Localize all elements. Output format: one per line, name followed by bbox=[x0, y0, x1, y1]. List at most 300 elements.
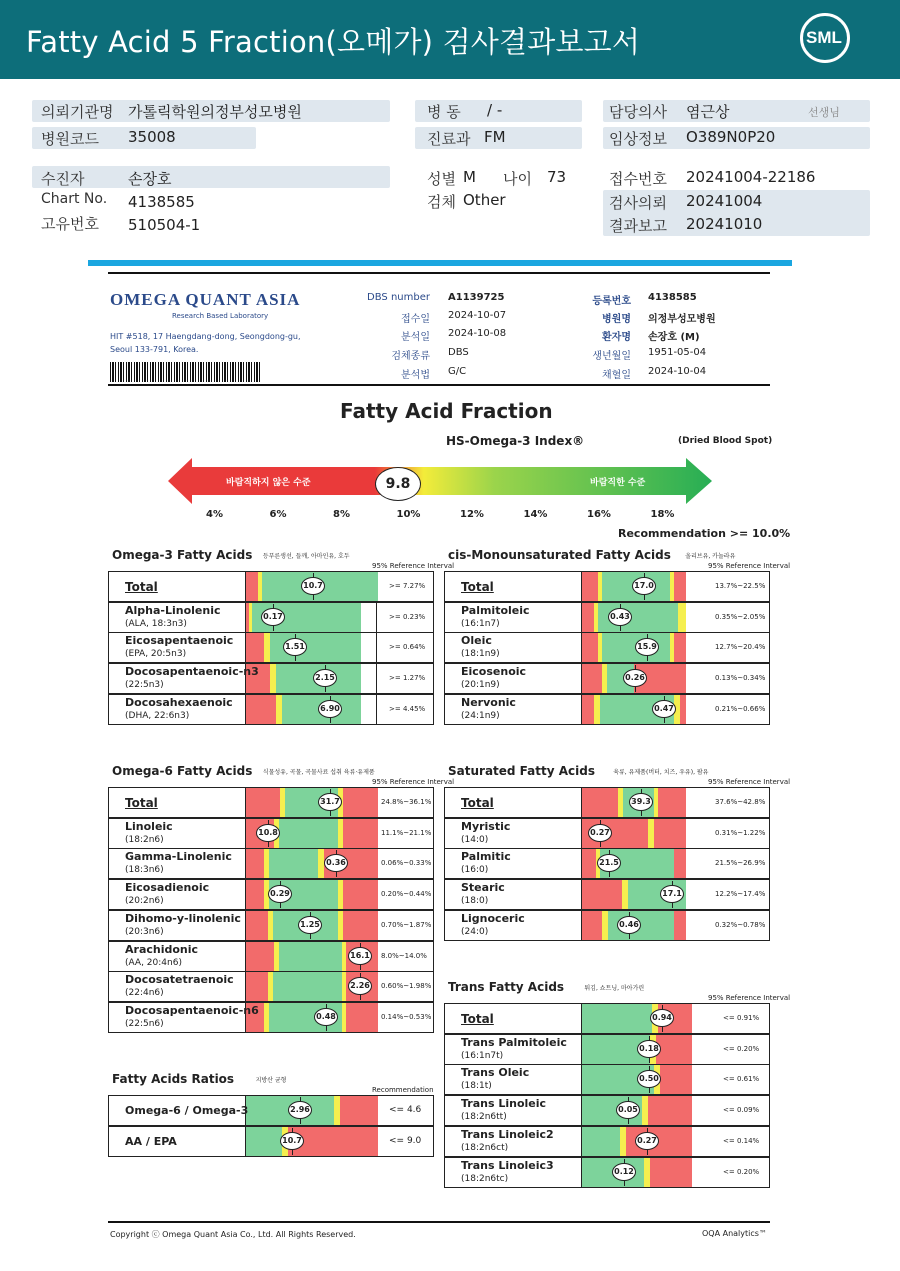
clin-label: 임상정보 bbox=[609, 130, 667, 148]
range-bar bbox=[581, 849, 685, 878]
value-marker: 0.05 bbox=[616, 1101, 640, 1119]
lab-address-1: HIT #518, 17 Haengdang-dong, Seongdong-gu, bbox=[110, 332, 301, 341]
value-marker: 0.17 bbox=[261, 608, 285, 626]
index-tick: 18% bbox=[650, 509, 675, 520]
spec-label: 검체 bbox=[427, 193, 456, 211]
range-segment bbox=[658, 788, 686, 817]
omega6-row bbox=[108, 879, 434, 910]
lab-name: OMEGA QUANT ASIA bbox=[110, 290, 301, 309]
index-tick: 6% bbox=[269, 509, 287, 520]
reference-range: 0.21%~0.66% bbox=[715, 704, 766, 713]
value-marker: 0.43 bbox=[608, 608, 632, 626]
range-segment bbox=[582, 1004, 652, 1033]
omega3-row bbox=[108, 571, 434, 602]
sfa-row bbox=[444, 848, 770, 879]
range-bar bbox=[581, 819, 685, 848]
value-marker: 0.12 bbox=[612, 1163, 636, 1181]
reference-range: <= 4.6 bbox=[389, 1105, 422, 1115]
range-bar bbox=[581, 911, 685, 940]
value-marker: 21.5 bbox=[597, 854, 621, 872]
range-segment bbox=[246, 633, 264, 662]
stype-value: DBS bbox=[448, 347, 469, 358]
mufa-subtitle: 올리브유, 카놀라유 bbox=[685, 553, 736, 560]
trans-row bbox=[444, 1003, 770, 1034]
row-name: Trans Linoleic2 bbox=[461, 1127, 554, 1141]
range-segment bbox=[246, 911, 268, 940]
range-bar bbox=[245, 880, 377, 909]
reference-range: 12.2%~17.4% bbox=[715, 890, 766, 899]
omega3-row bbox=[108, 663, 434, 694]
reference-range: 0.06%~0.33% bbox=[381, 859, 432, 868]
sml-logo-text: SML bbox=[806, 28, 842, 47]
reference-range: 24.8%~36.1% bbox=[381, 798, 432, 806]
stype-label: 검체종류 bbox=[391, 351, 430, 362]
row-sub: (24:0) bbox=[461, 926, 489, 937]
dbs-label: DBS number bbox=[367, 292, 430, 303]
ana-label: 분석일 bbox=[401, 332, 430, 343]
trans-row bbox=[444, 1095, 770, 1126]
value-marker: 17.1 bbox=[660, 885, 684, 903]
row-sub: (EPA, 20:5n3) bbox=[125, 649, 187, 660]
range-bar bbox=[245, 788, 377, 817]
range-segment bbox=[678, 603, 686, 632]
range-bar bbox=[581, 695, 685, 724]
range-segment bbox=[650, 1158, 692, 1187]
reference-range: 8.0%~14.0% bbox=[381, 951, 427, 960]
omega6-title: Omega-6 Fatty Acids bbox=[112, 764, 253, 778]
row-name: Palmitoleic bbox=[461, 603, 530, 617]
range-segment bbox=[246, 880, 264, 909]
range-segment bbox=[246, 849, 264, 878]
reference-range: <= 0.20% bbox=[723, 1167, 760, 1176]
index-tick: 12% bbox=[460, 509, 484, 520]
range-segment bbox=[343, 819, 378, 848]
range-segment bbox=[269, 849, 318, 878]
pat-value: 손장호 (M) bbox=[648, 332, 700, 343]
row-sub: (18:1n9) bbox=[461, 649, 500, 660]
hosp-label: 병원명 bbox=[602, 314, 631, 325]
range-bar bbox=[581, 1096, 691, 1125]
omega3-subtitle: 등푸른생선, 들깨, 아마인유, 호두 bbox=[262, 553, 350, 560]
range-segment bbox=[582, 603, 594, 632]
index-title: HS-Omega-3 Index® bbox=[446, 434, 585, 448]
inst-label: 의뢰기관명 bbox=[41, 103, 114, 121]
range-bar bbox=[245, 972, 377, 1001]
omega6-row bbox=[108, 941, 434, 972]
row-sub: (24:1n9) bbox=[461, 710, 500, 721]
omega3-row bbox=[108, 694, 434, 725]
value-marker: 0.18 bbox=[637, 1040, 661, 1058]
omega3-row bbox=[108, 632, 434, 663]
index-note: (Dried Blood Spot) bbox=[678, 436, 773, 446]
range-segment bbox=[582, 572, 598, 601]
value-marker: 2.26 bbox=[348, 977, 372, 995]
dept-label: 진료과 bbox=[427, 130, 471, 148]
row-name: Eicosenoic bbox=[461, 665, 527, 679]
omega6-row bbox=[108, 910, 434, 941]
hosp-value: 의정부성모병원 bbox=[648, 314, 716, 325]
range-segment bbox=[582, 788, 618, 817]
range-bar bbox=[245, 664, 377, 693]
reference-range: >= 0.64% bbox=[389, 643, 426, 652]
row-name: Docosapentaenoic-n3 bbox=[125, 665, 259, 679]
range-bar bbox=[245, 1127, 377, 1156]
range-bar bbox=[245, 633, 377, 662]
value-marker: 0.94 bbox=[650, 1009, 674, 1027]
row-sub: (DHA, 22:6n3) bbox=[125, 710, 190, 721]
reg-value: 4138585 bbox=[648, 292, 697, 303]
req-label: 검사의뢰 bbox=[609, 194, 667, 212]
range-segment bbox=[279, 942, 342, 971]
range-segment bbox=[582, 695, 594, 724]
ana-value: 2024-10-08 bbox=[448, 328, 507, 339]
sfa-title: Saturated Fatty Acids bbox=[448, 764, 595, 778]
range-bar bbox=[581, 1127, 691, 1156]
dob-value: 1951-05-04 bbox=[648, 347, 707, 358]
index-tick: 8% bbox=[333, 509, 350, 520]
range-bar bbox=[581, 1004, 691, 1033]
trans-row bbox=[444, 1034, 770, 1065]
mufa-title: cis-Monounsaturated Fatty Acids bbox=[448, 548, 671, 562]
omega6-row bbox=[108, 787, 434, 818]
range-segment bbox=[648, 1096, 692, 1125]
omega6-row bbox=[108, 971, 434, 1002]
reference-range: 12.7%~20.4% bbox=[715, 643, 766, 652]
omega6-row bbox=[108, 848, 434, 879]
reference-range: 11.1%~21.1% bbox=[381, 828, 432, 837]
row-name: Total bbox=[125, 580, 158, 594]
meth-value: G/C bbox=[448, 366, 467, 377]
reference-range: 0.60%~1.98% bbox=[381, 982, 432, 991]
trans-row bbox=[444, 1064, 770, 1095]
omega3-row bbox=[108, 602, 434, 633]
range-segment bbox=[656, 1035, 692, 1064]
reference-range: 0.32%~0.78% bbox=[715, 920, 766, 929]
value-marker: 0.27 bbox=[635, 1132, 659, 1150]
range-bar bbox=[581, 880, 685, 909]
range-segment bbox=[361, 572, 378, 601]
reg-label: 등록번호 bbox=[592, 296, 631, 307]
footer-rule bbox=[108, 1221, 770, 1223]
lab-bottom-rule bbox=[108, 384, 770, 386]
code-label: 병원코드 bbox=[41, 130, 99, 148]
range-segment bbox=[246, 788, 280, 817]
reference-range: 0.20%~0.44% bbox=[381, 890, 432, 899]
row-name: Docosatetraenoic bbox=[125, 973, 234, 987]
dept-value: FM bbox=[484, 128, 506, 146]
ward-value: / - bbox=[487, 101, 503, 119]
recv-label: 접수번호 bbox=[609, 170, 667, 188]
index-recommendation: Recommendation >= 10.0% bbox=[618, 527, 791, 540]
row-name: Total bbox=[461, 1012, 494, 1026]
age-value: 73 bbox=[547, 168, 567, 186]
meth-label: 분석법 bbox=[401, 370, 430, 381]
spec-value: Other bbox=[463, 191, 506, 209]
range-segment bbox=[246, 972, 268, 1001]
row-sub: (18:2n6tt) bbox=[461, 1112, 507, 1123]
range-bar bbox=[581, 603, 685, 632]
row-sub: (16:1n7) bbox=[461, 618, 500, 629]
range-segment bbox=[582, 1127, 620, 1156]
range-bar bbox=[581, 572, 685, 601]
range-bar bbox=[581, 1035, 691, 1064]
index-tick: 4% bbox=[206, 509, 223, 520]
value-marker: 2.15 bbox=[313, 669, 337, 687]
value-marker: 15.9 bbox=[635, 638, 659, 656]
range-bar bbox=[245, 1096, 377, 1125]
value-marker: 39.3 bbox=[629, 793, 653, 811]
sfa-row bbox=[444, 787, 770, 818]
row-name: Trans Linoleic3 bbox=[461, 1158, 554, 1172]
range-segment bbox=[343, 911, 378, 940]
row-name: Total bbox=[125, 796, 158, 810]
sfa-row bbox=[444, 910, 770, 941]
row-name: Omega-6 / Omega-3 bbox=[125, 1104, 249, 1117]
range-bar bbox=[245, 1003, 377, 1032]
value-marker: 17.0 bbox=[632, 577, 656, 595]
range-segment bbox=[582, 849, 596, 878]
draw-value: 2024-10-04 bbox=[648, 366, 707, 377]
row-name: Trans Palmitoleic bbox=[461, 1035, 567, 1049]
uid-value: 510504-1 bbox=[128, 216, 201, 234]
value-marker: 0.36 bbox=[324, 854, 348, 872]
doc-value: 염근상 bbox=[686, 103, 730, 121]
value-marker: 0.29 bbox=[268, 885, 292, 903]
reference-range: <= 0.61% bbox=[723, 1075, 760, 1084]
row-sub: (20:1n9) bbox=[461, 680, 500, 691]
range-segment bbox=[246, 942, 274, 971]
value-marker: 1.51 bbox=[283, 638, 307, 656]
range-bar bbox=[581, 1065, 691, 1094]
reference-range: <= 0.09% bbox=[723, 1106, 760, 1115]
value-marker: 0.26 bbox=[623, 669, 647, 687]
row-name: Total bbox=[461, 580, 494, 594]
row-name: Myristic bbox=[461, 819, 511, 833]
range-bar bbox=[581, 1158, 691, 1187]
reference-range: 0.13%~0.34% bbox=[715, 674, 766, 683]
reference-range: <= 0.91% bbox=[723, 1014, 760, 1022]
row-name: Trans Oleic bbox=[461, 1066, 530, 1080]
patient-value: 손장호 bbox=[128, 170, 172, 188]
lab-subtitle: Research Based Laboratory bbox=[172, 312, 269, 320]
report-header bbox=[0, 0, 900, 79]
chart-label: Chart No. bbox=[41, 191, 108, 207]
range-bar bbox=[245, 603, 377, 632]
reference-range: 13.7%~22.5% bbox=[715, 582, 766, 590]
row-name: Arachidonic bbox=[125, 942, 199, 956]
reference-range: 0.70%~1.87% bbox=[381, 920, 432, 929]
range-segment bbox=[680, 695, 686, 724]
good-label: 바람직한 수준 bbox=[590, 478, 646, 488]
range-segment bbox=[246, 1127, 282, 1156]
range-segment bbox=[674, 849, 686, 878]
mufa-row bbox=[444, 694, 770, 725]
reference-range: >= 0.23% bbox=[389, 612, 426, 621]
footer-brand: OQA Analytics™ bbox=[702, 1229, 767, 1238]
value-marker: 16.1 bbox=[348, 947, 372, 965]
req-value: 20241004 bbox=[686, 192, 763, 210]
range-segment bbox=[654, 819, 686, 848]
index-tick: 10% bbox=[396, 509, 421, 520]
row-name: Lignoceric bbox=[461, 911, 525, 925]
pat-label: 환자명 bbox=[602, 332, 631, 343]
row-sub: (20:2n6) bbox=[125, 896, 164, 907]
value-marker: 0.47 bbox=[652, 700, 676, 718]
row-name: AA / EPA bbox=[125, 1134, 177, 1148]
sfa-ref-label: 95% Reference Interval bbox=[708, 778, 791, 786]
range-segment bbox=[246, 695, 276, 724]
ratios-row bbox=[108, 1095, 434, 1126]
row-sub: (22:4n6) bbox=[125, 988, 164, 999]
dob-label: 생년월일 bbox=[592, 351, 631, 362]
row-sub: (14:0) bbox=[461, 834, 489, 845]
section-divider bbox=[88, 260, 792, 266]
sml-logo bbox=[800, 13, 850, 63]
row-sub: (22:5n3) bbox=[125, 680, 164, 691]
row-name: Alpha-Linolenic bbox=[125, 603, 221, 617]
clin-value: O389N0P20 bbox=[686, 128, 776, 146]
row-sub: (18:2n6ct) bbox=[461, 1142, 509, 1153]
copyright: Copyright ⓒ Omega Quant Asia Co., Ltd. All Rights Reserved. bbox=[110, 1230, 356, 1239]
range-bar bbox=[245, 849, 377, 878]
row-name: Linoleic bbox=[125, 819, 173, 833]
omega6-row bbox=[108, 1002, 434, 1033]
row-sub: (18:2n6) bbox=[125, 834, 164, 845]
row-sub: (ALA, 18:3n3) bbox=[125, 618, 187, 629]
range-segment bbox=[660, 1065, 692, 1094]
row-name: Docosapentaenoic-n6 bbox=[125, 1003, 259, 1017]
value-marker: 0.50 bbox=[637, 1070, 661, 1088]
range-segment bbox=[674, 633, 686, 662]
mufa-row bbox=[444, 602, 770, 633]
report-title: Fatty Acid 5 Fraction(오메가) 검사결과보고서 bbox=[26, 25, 641, 59]
dbs-value: A1139725 bbox=[448, 292, 505, 303]
inst-value: 가톨릭학원의정부성모병원 bbox=[128, 103, 302, 121]
range-segment bbox=[279, 819, 338, 848]
reference-range: 0.14%~0.53% bbox=[381, 1012, 432, 1021]
omega6-subtitle: 식물성유, 곡물, 곡물사료 섭취 육류·유제품 bbox=[262, 769, 375, 776]
reference-range: 0.35%~2.05% bbox=[715, 612, 766, 621]
rcv-label: 접수일 bbox=[401, 314, 430, 325]
row-name: Eicosadienoic bbox=[125, 881, 210, 895]
bad-label: 바람직하지 않은 수준 bbox=[226, 478, 311, 488]
reference-range: 0.31%~1.22% bbox=[715, 828, 766, 837]
range-segment bbox=[582, 633, 598, 662]
row-sub: (20:3n6) bbox=[125, 926, 164, 937]
row-sub: (18:2n6tc) bbox=[461, 1173, 509, 1184]
value-marker: 0.48 bbox=[314, 1008, 338, 1026]
row-name: Oleic bbox=[461, 634, 492, 648]
lab-top-rule bbox=[108, 272, 770, 274]
value-marker: 10.7 bbox=[301, 577, 325, 595]
omega6-row bbox=[108, 818, 434, 849]
range-segment bbox=[346, 1003, 378, 1032]
range-segment bbox=[582, 880, 622, 909]
doc-suffix: 선생님 bbox=[808, 106, 840, 119]
index-tick: 16% bbox=[587, 509, 611, 520]
range-segment bbox=[246, 572, 258, 601]
index-tick: 14% bbox=[523, 509, 548, 520]
reference-range: <= 0.20% bbox=[723, 1044, 760, 1053]
trans-subtitle: 튀김, 쇼트닝, 마아가린 bbox=[584, 985, 645, 992]
range-bar bbox=[581, 664, 685, 693]
reference-range: <= 0.14% bbox=[723, 1136, 760, 1145]
ratios-title: Fatty Acids Ratios bbox=[112, 1072, 235, 1086]
value-marker: 10.8 bbox=[256, 824, 280, 842]
row-name: Trans Linoleic bbox=[461, 1097, 547, 1111]
ratios-ref-label: Recommendation bbox=[372, 1086, 434, 1094]
row-sub: (16:0) bbox=[461, 865, 489, 876]
recv-value: 20241004-22186 bbox=[686, 168, 816, 186]
sex-label: 성별 bbox=[427, 170, 456, 188]
row-name: Docosahexaenoic bbox=[125, 695, 233, 709]
row-name: Eicosapentaenoic bbox=[125, 634, 234, 648]
value-marker: 10.7 bbox=[280, 1132, 304, 1150]
mufa-ref-label: 95% Reference Interval bbox=[708, 562, 791, 570]
uid-label: 고유번호 bbox=[41, 215, 99, 233]
range-segment bbox=[343, 788, 378, 817]
range-segment bbox=[273, 972, 342, 1001]
sfa-subtitle: 육류, 유제품(버터, 치즈, 우유), 팜유 bbox=[613, 769, 709, 776]
range-segment bbox=[674, 911, 686, 940]
row-sub: (AA, 20:4n6) bbox=[125, 957, 182, 968]
doc-label: 담당의사 bbox=[609, 103, 667, 121]
mufa-row bbox=[444, 663, 770, 694]
row-name: Palmitic bbox=[461, 850, 511, 864]
trans-title: Trans Fatty Acids bbox=[448, 980, 565, 994]
range-segment bbox=[343, 880, 378, 909]
row-name: Nervonic bbox=[461, 695, 516, 709]
row-name: Total bbox=[461, 796, 494, 810]
rep-value: 20241010 bbox=[686, 215, 763, 233]
value-marker: 6.90 bbox=[318, 700, 342, 718]
reference-range: <= 9.0 bbox=[389, 1135, 422, 1146]
row-sub: (18:3n6) bbox=[125, 865, 164, 876]
range-bar bbox=[245, 819, 377, 848]
reference-range: >= 7.27% bbox=[389, 582, 426, 590]
value-marker: 2.96 bbox=[288, 1101, 312, 1119]
rep-label: 결과보고 bbox=[609, 217, 667, 235]
value-marker: 0.27 bbox=[588, 824, 612, 842]
omega3-ref-label: 95% Reference Interval bbox=[372, 562, 455, 570]
ratios-subtitle: 지방산 균형 bbox=[255, 1077, 287, 1084]
draw-label: 채혈일 bbox=[602, 370, 631, 381]
omega3-title: Omega-3 Fatty Acids bbox=[112, 548, 253, 562]
range-segment bbox=[340, 1096, 378, 1125]
range-bar bbox=[245, 695, 377, 724]
sfa-row bbox=[444, 879, 770, 910]
row-sub: (18:0) bbox=[461, 896, 489, 907]
lab-address-2: Seoul 133-791, Korea. bbox=[110, 345, 199, 354]
row-name: Gamma-Linolenic bbox=[125, 850, 232, 864]
trans-row bbox=[444, 1126, 770, 1157]
main-title: Fatty Acid Fraction bbox=[340, 399, 553, 423]
row-sub: (22:5n6) bbox=[125, 1018, 164, 1029]
sex-value: M bbox=[463, 168, 476, 186]
info-bar bbox=[32, 166, 390, 188]
range-segment bbox=[674, 572, 686, 601]
rcv-value: 2024-10-07 bbox=[448, 310, 507, 321]
value-marker: 1.25 bbox=[298, 916, 322, 934]
range-bar bbox=[245, 942, 377, 971]
range-bar bbox=[245, 572, 377, 601]
reference-range: >= 1.27% bbox=[389, 674, 426, 683]
trans-row bbox=[444, 1157, 770, 1188]
chart-value: 4138585 bbox=[128, 193, 195, 211]
sfa-row bbox=[444, 818, 770, 849]
ward-label: 병 동 bbox=[427, 103, 461, 121]
reference-range: 21.5%~26.9% bbox=[715, 859, 766, 868]
